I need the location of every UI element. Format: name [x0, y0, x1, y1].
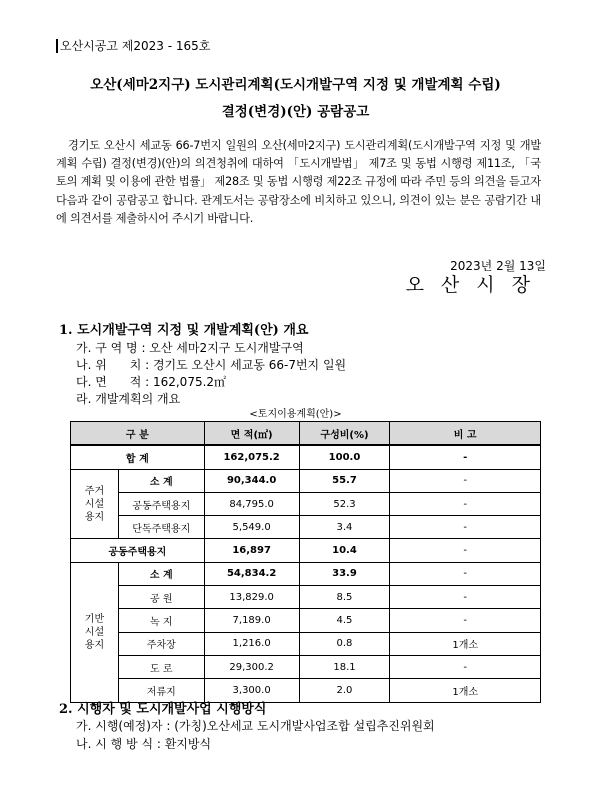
table-row: [71, 516, 541, 539]
row-note: -: [390, 516, 541, 539]
row-name: 단독주택용지: [118, 516, 204, 539]
total-label: 합 계: [71, 445, 205, 469]
header-area: 면 적(㎡): [204, 422, 299, 446]
table-row-total: [71, 445, 541, 469]
row-name: 녹 지: [118, 609, 204, 632]
table-row: [71, 539, 541, 562]
row-name: 저류지: [118, 679, 204, 702]
table-caption: <토지이용계획(안)>: [249, 409, 342, 420]
row-area: 3,300.0: [204, 679, 299, 702]
row-area: 13,829.0: [204, 586, 299, 609]
row-note: 1개소: [390, 679, 541, 702]
row-name: 소 계: [118, 469, 204, 492]
row-name: 주차장: [118, 632, 204, 655]
row-ratio: 55.7: [299, 469, 390, 492]
section-1-item: 라. 개발계획의 개요: [76, 392, 181, 406]
header-note: 비 고: [390, 422, 541, 446]
row-name: 소 계: [118, 562, 204, 585]
row-area: 54,834.2: [204, 562, 299, 585]
row-ratio: 52.3: [299, 492, 390, 515]
total-note: -: [390, 445, 541, 469]
row-ratio: 4.5: [299, 609, 390, 632]
total-ratio: 100.0: [299, 445, 390, 469]
row-ratio: 33.9: [299, 562, 390, 585]
notice-date: 2023년 2월 13일: [450, 259, 546, 273]
row-ratio: 2.0: [299, 679, 390, 702]
row-note: -: [390, 586, 541, 609]
section-2-item: 나. 시 행 방 식 : 환지방식: [76, 737, 212, 751]
section-1-item: 나. 위 치 : 경기도 오산시 세교동 66-7번지 일원: [76, 358, 347, 372]
table-row: [71, 655, 541, 678]
section-1-item: 가. 구 역 명 : 오산 세마2지구 도시개발구역: [76, 341, 304, 355]
row-area: 1,216.0: [204, 632, 299, 655]
section-1-title: 1. 도시개발구역 지정 및 개발계획(안) 개요: [59, 323, 309, 338]
row-ratio: 3.4: [299, 516, 390, 539]
row-area: 29,300.2: [204, 655, 299, 678]
table-row: [71, 469, 541, 492]
row-ratio: 18.1: [299, 655, 390, 678]
section-2-item: 가. 시행(예정)자 : (가칭)오산세교 도시개발사업조합 설립추진위원회: [76, 719, 435, 733]
row-area: 84,795.0: [204, 492, 299, 515]
table-row: [71, 609, 541, 632]
group-residential-label: [71, 469, 119, 539]
row-note: -: [390, 655, 541, 678]
row-name: 도 로: [118, 655, 204, 678]
notice-number: 오산시공고 제2023 - 165호: [56, 39, 210, 53]
group-infrastructure-label-text: 기반 시설 용지: [84, 613, 105, 651]
header-ratio: 구성비(%): [299, 422, 390, 446]
table-row: [71, 492, 541, 515]
row-note: -: [390, 539, 541, 562]
section-1-item: 다. 면 적 : 162,075.2㎡: [76, 375, 227, 389]
row-name: 공동주택용지: [71, 539, 205, 562]
issuer-name: 오산시장: [405, 274, 547, 296]
row-area: 5,549.0: [204, 516, 299, 539]
table-row: [71, 586, 541, 609]
row-ratio: 8.5: [299, 586, 390, 609]
land-use-table: [70, 421, 541, 703]
row-note: -: [390, 492, 541, 515]
row-note: -: [390, 562, 541, 585]
table-row: [71, 562, 541, 585]
total-area: 162,075.2: [204, 445, 299, 469]
row-ratio: 10.4: [299, 539, 390, 562]
row-name: 공 원: [118, 586, 204, 609]
table-row: [71, 632, 541, 655]
document-subtitle: 결정(변경)(안) 공람공고: [221, 104, 370, 120]
row-ratio: 0.8: [299, 632, 390, 655]
row-name: 공동주택용지: [118, 492, 204, 515]
row-area: 7,189.0: [204, 609, 299, 632]
row-area: 16,897: [204, 539, 299, 562]
section-2-title: 2. 시행자 및 도시개발사업 시행방식: [59, 702, 267, 717]
row-area: 90,344.0: [204, 469, 299, 492]
document-title: 오산(세마2지구) 도시관리계획(도시개발구역 지정 및 개발계획 수립): [90, 77, 501, 93]
group-infrastructure-label: [71, 562, 119, 702]
body-paragraph: 경기도 오산시 세교동 66-7번지 일원의 오산(세마2지구) 도시관리계획(도시개발구역 지정 및 개발계획 수립) 결정(변경)(안)의 의견청취에 대하여 「도시개발법」 제7조 및 동법 시행령 제11조, 「국토의 계획 및 이용에 관한 법률」 제28조 및 동법 시행령 제22조 규정에 따라 주민 등의 의견을 듣고자 다음과 같이 공람공고 합니다. 관계도서는 공람장소에 비치하고 있으니, 의견이 있는 분은 공람기간 내에 의견서를 제출하시어 주시기 바랍니다.: [56, 139, 541, 225]
row-note: 1개소: [390, 632, 541, 655]
row-note: -: [390, 609, 541, 632]
row-note: -: [390, 469, 541, 492]
group-residential-label-text: 주거 시설 용지: [84, 485, 105, 523]
table-header-row: [71, 422, 541, 446]
header-category: 구 분: [71, 422, 205, 446]
